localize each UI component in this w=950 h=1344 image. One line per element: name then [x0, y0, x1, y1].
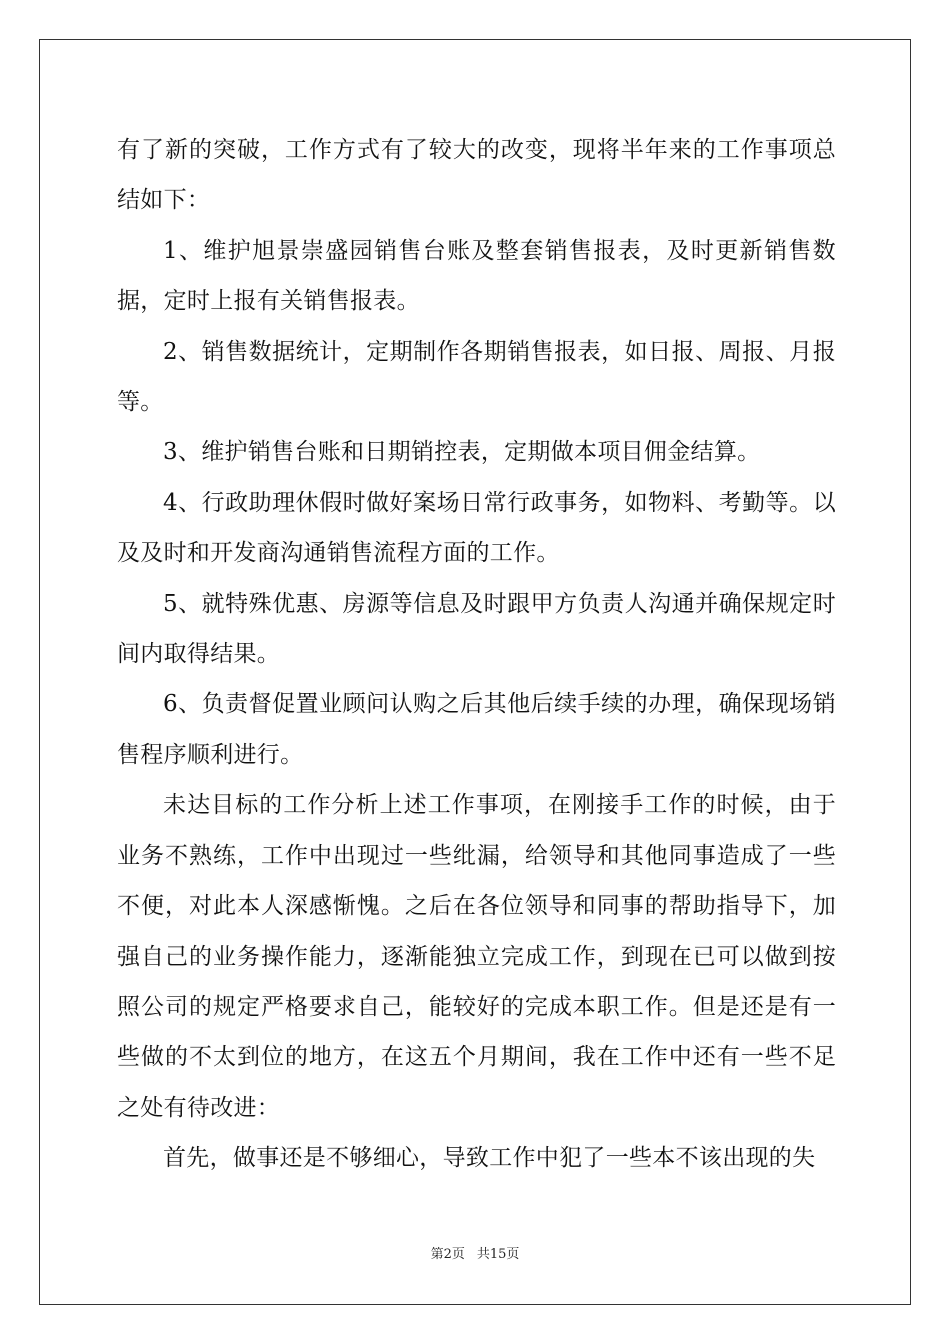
page-total: 共15页 — [476, 1247, 520, 1262]
paragraph-item-1: 1、维护旭景崇盛园销售台账及整套销售报表，及时更新销售数据，定时上报有关销售报表。 — [117, 237, 836, 315]
document-body — [117, 125, 836, 1184]
paragraph-item-5: 5、就特殊优惠、房源等信息及时跟甲方负责人沟通并确保规定时间内取得结果。 — [117, 590, 836, 668]
page-number: 第2页 — [430, 1247, 465, 1262]
paragraph-item-6: 6、负责督促置业顾问认购之后其他后续手续的办理，确保现场销售程序顺利进行。 — [117, 691, 836, 768]
paragraph-analysis: 未达目标的工作分析上述工作事项，在刚接手工作的时候，由于业务不熟练，工作中出现过一些纰漏，给领导和其他同事造成了一些不便，对此本人深感惭愧。之后在各位领导和同事的帮助指导下，加强自己的业务操作能力，逐渐能独立完成工作，到现在已可以做到按照公司的规定严格要求自己，能较好的完成本职工作。但是还是有一些做的不太到位的地方，在这五个月期间，我在工作中还有一些不足之处有待改进： — [117, 792, 836, 1121]
paragraph-item-2: 2、销售数据统计，定期制作各期销售报表，如日报、周报、月报等。 — [117, 338, 836, 416]
paragraph-item-4: 4、行政助理休假时做好案场日常行政事务，如物料、考勤等。以及及时和开发商沟通销售流程方面的工作。 — [117, 489, 836, 567]
paragraph-item-3: 3、维护销售台账和日期销控表，定期做本项目佣金结算。 — [163, 439, 761, 466]
page-footer — [0, 1246, 950, 1264]
paragraph-intro: 有了新的突破，工作方式有了较大的改变，现将半年来的工作事项总结如下： — [117, 137, 836, 214]
paragraph-first-point: 首先，做事还是不够细心，导致工作中犯了一些本不该出现的失 — [163, 1145, 816, 1172]
